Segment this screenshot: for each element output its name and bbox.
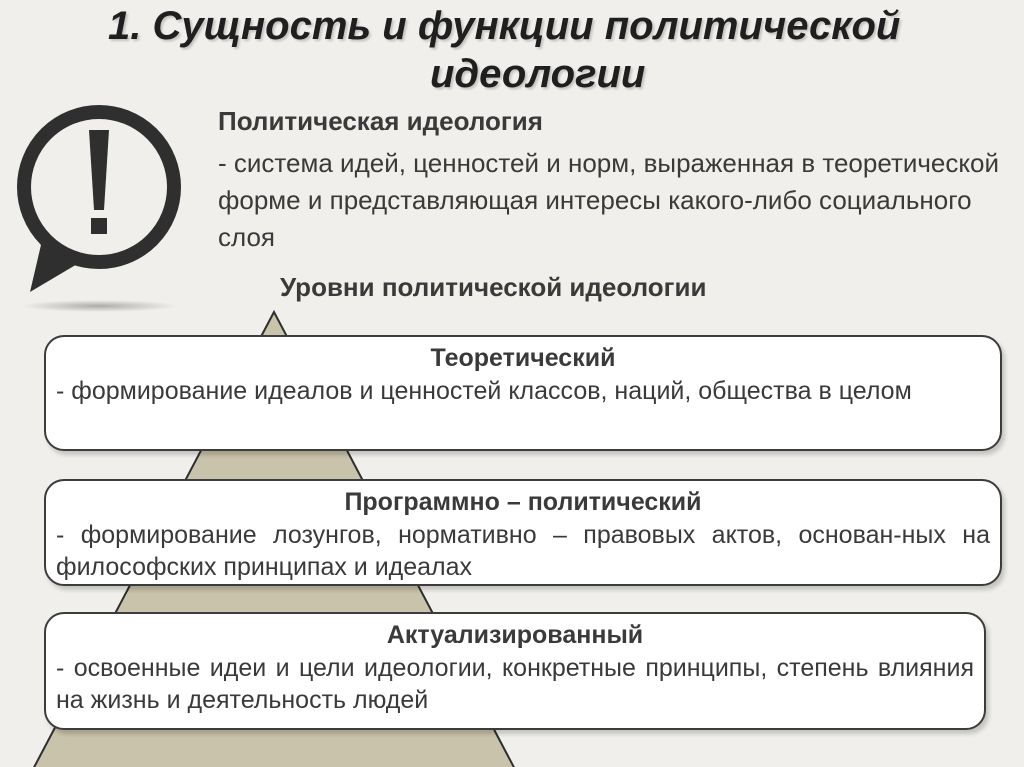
slide-title-line1: 1. Сущность и функции политической <box>108 4 901 48</box>
levels-heading: Уровни политической идеологии <box>280 272 707 302</box>
level-box-actualized <box>44 612 986 730</box>
level-description: - формирование идеалов и ценностей классов, наций, общества в целом <box>56 377 912 405</box>
level-name: Программно – политический <box>344 488 702 516</box>
icon-shadow <box>21 300 177 312</box>
slide-title-line2: идеологии <box>430 52 646 96</box>
level-name: Актуализированный <box>386 621 644 649</box>
level-description: - освоенные идеи и цели идеологии, конкретные принципы, степень влияния на жизнь и деятельность людей <box>56 654 974 714</box>
level-name: Теоретический <box>430 344 616 372</box>
level-description: - формирование лозунгов, нормативно – правовых актов, основан-ных на философских принципах и идеалах <box>56 521 990 581</box>
level-box-program-political <box>44 479 1002 586</box>
definition-term: Политическая идеология <box>218 106 543 136</box>
exclamation-speech-bubble-icon <box>14 92 194 322</box>
level-box-theoretical <box>44 335 1002 451</box>
exclamation-dot <box>91 218 107 234</box>
definition-text: - система идей, ценностей и норм, выраженная в теоретической форме и представляющая интересы какого-либо социального слоя <box>218 148 1000 252</box>
